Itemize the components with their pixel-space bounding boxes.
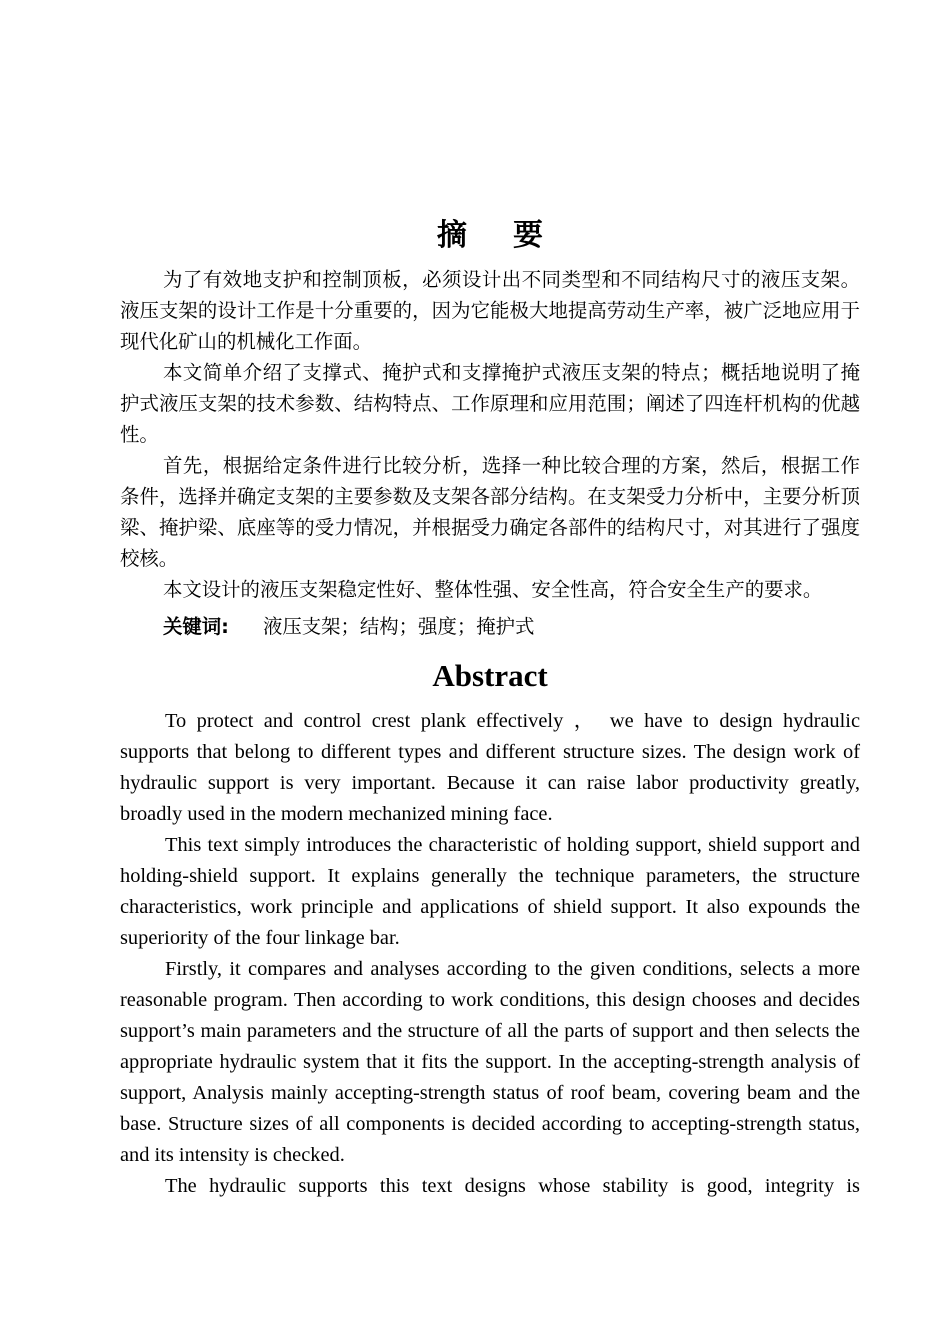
keywords-line <box>120 611 860 642</box>
chinese-paragraph-1: 为了有效地支护和控制顶板，必须设计出不同类型和不同结构尺寸的液压支架。液压支架的设计工作是十分重要的，因为它能极大地提高劳动生产率，被广泛地应用于现代化矿山的机械化工作面。 <box>120 268 860 353</box>
chinese-paragraph-4: 本文设计的液压支架稳定性好、整体性强、安全性高，符合安全生产的要求。 <box>163 578 823 601</box>
english-paragraph-1: To protect and control crest plank effectively ， we have to design hydraulic supports that belong to different types and different structure sizes. The design work of hydraulic support is very important. Because it can raise labor productivity greatly, broadly used in the modern mechanized mining face. <box>120 710 860 825</box>
chinese-paragraph-3: 首先，根据给定条件进行比较分析，选择一种比较合理的方案，然后，根据工作条件，选择并确定支架的主要参数及支架各部分结构。在支架受力分析中，主要分析顶梁、掩护梁、底座等的受力情况，并根据受力确定各部件的结构尺寸，对其进行了强度校核。 <box>120 454 860 570</box>
english-paragraph-4: The hydraulic supports this text designs whose stability is good, integrity is <box>165 1175 860 1197</box>
keywords-label: 关键词: <box>163 615 229 638</box>
english-abstract-title: Abstract <box>432 658 548 693</box>
keywords-value: 液压支架；结构；强度；掩护式 <box>262 615 535 638</box>
chinese-title-char-2: 要 <box>513 218 543 253</box>
page <box>120 212 860 1202</box>
chinese-paragraph-2: 本文简单介绍了支撑式、掩护式和支撑掩护式液压支架的特点；概括地说明了掩护式液压支架的技术参数、结构特点、工作原理和应用范围；阐述了四连杆机构的优越性。 <box>120 361 860 446</box>
english-paragraph-2: This text simply introduces the characteristic of holding support, shield support and holding-shield support. It explains generally the technique parameters, the structure characteristics, work principle and applications of shield support. It also expounds the superiority of the four linkage bar. <box>120 834 860 949</box>
chinese-abstract-title <box>120 212 860 260</box>
english-paragraph-3: Firstly, it compares and analyses according to the given conditions, selects a more reasonable program. Then according to work conditions, this design chooses and decides support’s main parameters and the structure of all the parts of support and then selects the appropriate hydraulic system that it fits the support. In the accepting-strength analysis of support, Analysis mainly accepting-strength status of roof beam, covering beam and the base. Structure sizes of all components is decided according to accepting-strength status, and its intensity is checked. <box>120 958 860 1166</box>
chinese-title-char-1: 摘 <box>437 218 467 253</box>
